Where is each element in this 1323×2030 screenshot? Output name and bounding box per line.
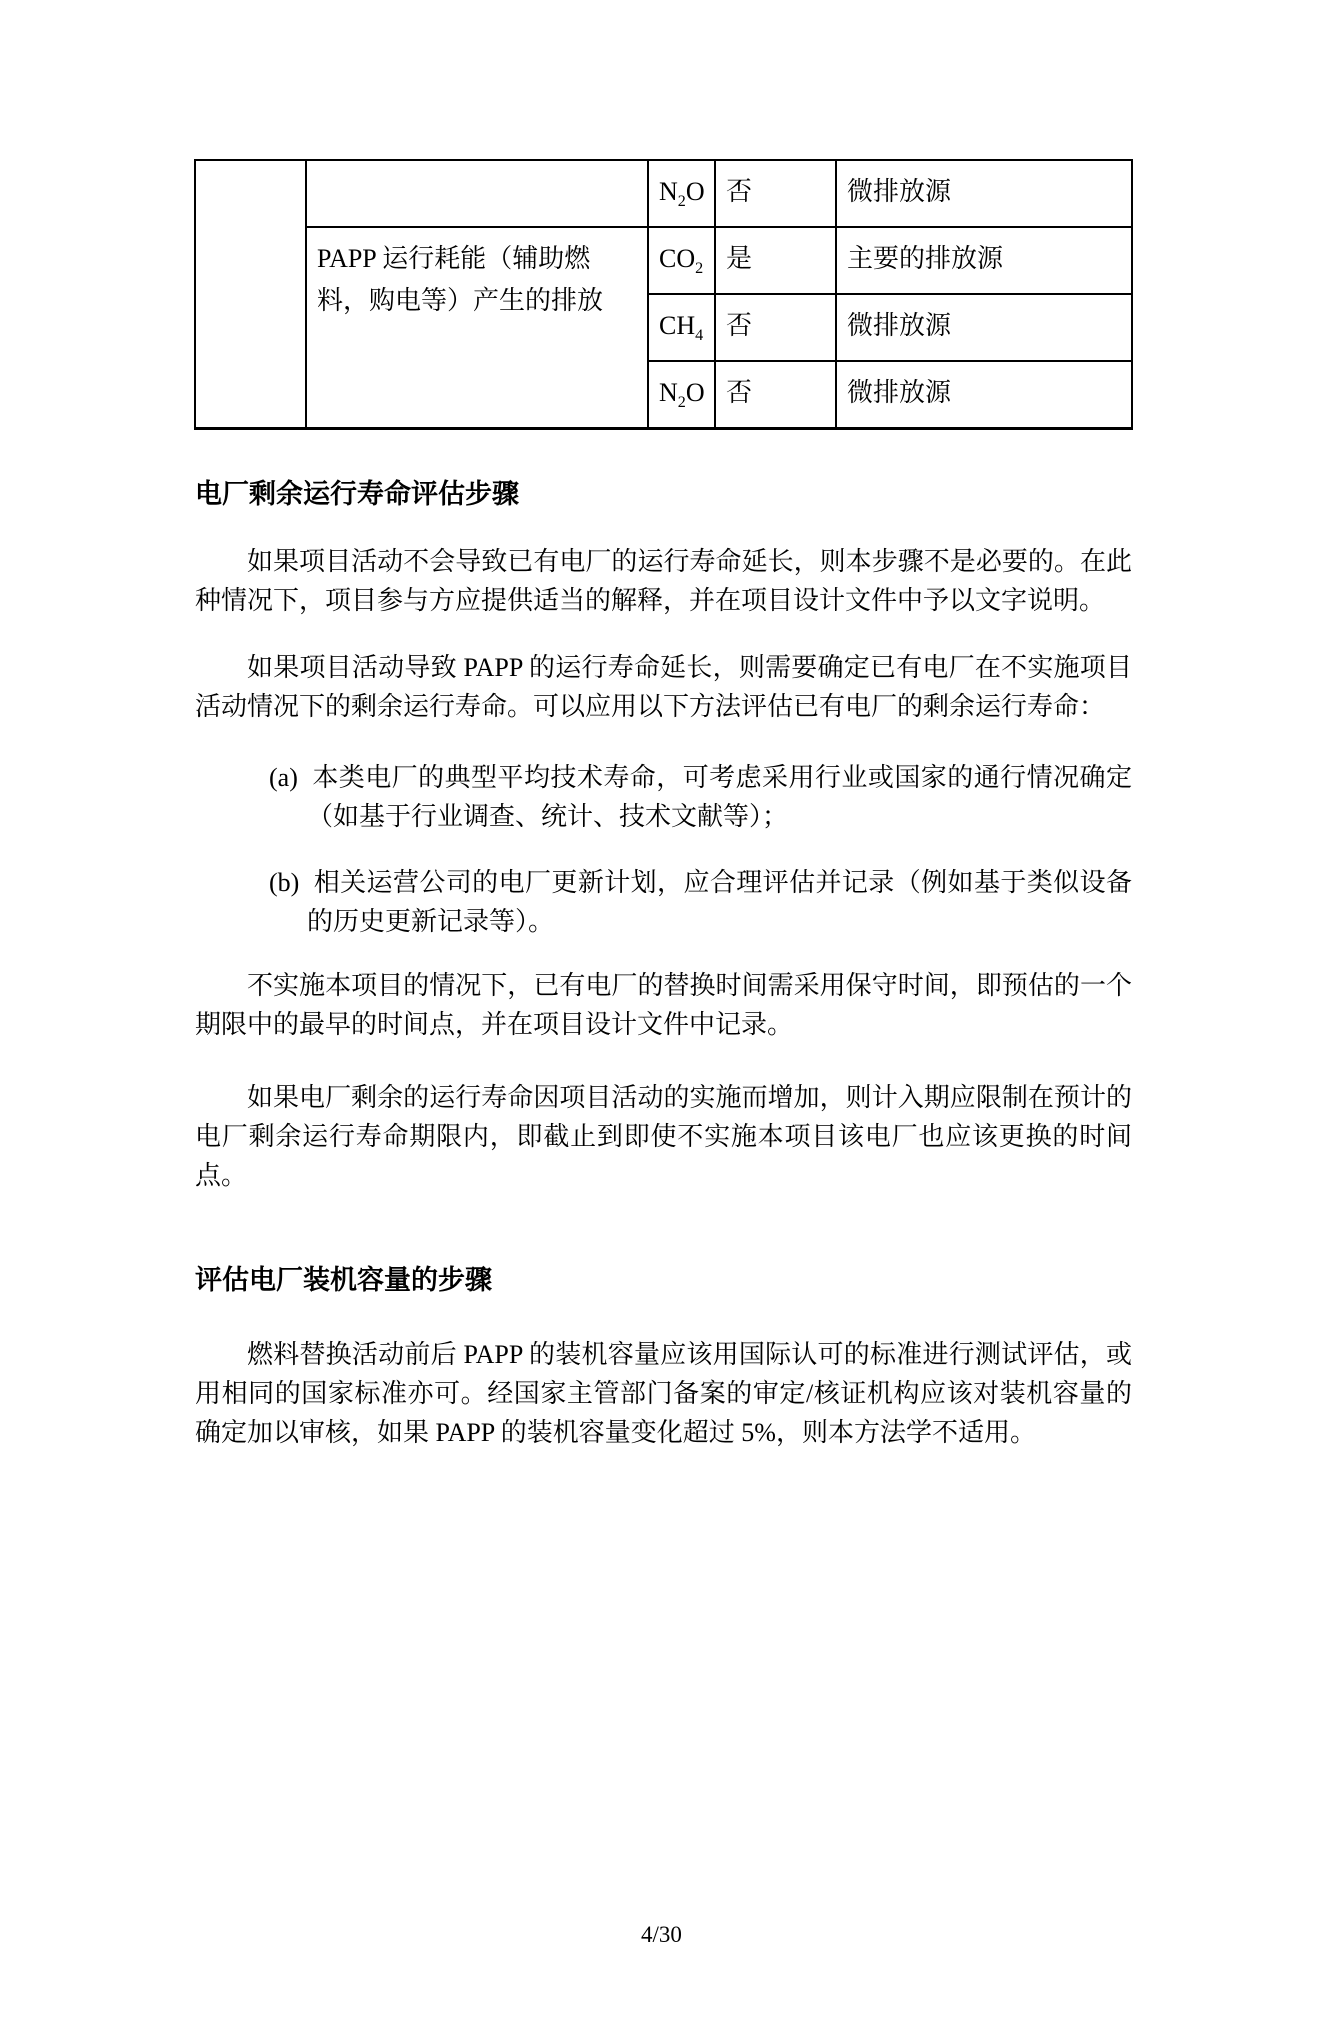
- cell-source-type: 微排放源: [836, 361, 1132, 428]
- cell-category-empty: [195, 160, 306, 428]
- list-text: 本类电厂的典型平均技术寿命，可考虑采用行业或国家的通行情况确定（如基于行业调查、统计、技术文献等）；: [307, 762, 1132, 831]
- document-page: [0, 159, 1323, 2030]
- gas-formula: $CH_4$: [659, 311, 704, 345]
- list-item-a: [195, 758, 1132, 836]
- body-paragraph: 不实施本项目的情况下，已有电厂的替换时间需采用保守时间，即预估的一个期限中的最早的时间点，并在项目设计文件中记录。: [195, 970, 1132, 1039]
- list-text: 相关运营公司的电厂更新计划，应合理评估并记录（例如基于类似设备的历史更新记录等）。: [307, 867, 1132, 936]
- cell-description-empty: [306, 160, 648, 227]
- gas-formula: $N_2O$: [659, 177, 705, 211]
- cell-gas: [648, 294, 715, 361]
- body-paragraph: 如果项目活动不会导致已有电厂的运行寿命延长，则本步骤不是必要的。在此种情况下，项目参与方应提供适当的解释，并在项目设计文件中予以文字说明。: [195, 546, 1132, 615]
- body-paragraph: 如果项目活动导致 PAPP 的运行寿命延长，则需要确定已有电厂在不实施项目活动情况下的剩余运行寿命。可以应用以下方法评估已有电厂的剩余运行寿命：: [195, 652, 1132, 721]
- cell-included: 否: [715, 160, 836, 227]
- gas-formula: $N_2O$: [659, 378, 705, 412]
- cell-gas: [648, 160, 715, 227]
- document-body: [195, 474, 1132, 1452]
- cell-source-type: 微排放源: [836, 160, 1132, 227]
- list-item-b: [195, 863, 1132, 941]
- body-paragraph: 燃料替换活动前后 PAPP 的装机容量应该用国际认可的标准进行测试评估，或用相同的国家标准亦可。经国家主管部门备案的审定/核证机构应该对装机容量的确定加以审核，如果 PAPP 的装机容量变化超过 5%，则本方法学不适用。: [195, 1339, 1132, 1447]
- cell-included: 否: [715, 294, 836, 361]
- cell-gas: [648, 361, 715, 428]
- table-row: [195, 227, 1132, 294]
- cell-included: 否: [715, 361, 836, 428]
- table-row: [195, 160, 1132, 227]
- gas-formula: $CO_2$: [659, 244, 704, 278]
- page-footer: [0, 1921, 1323, 1949]
- list-marker: (b): [269, 867, 300, 897]
- cell-source-type: 微排放源: [836, 294, 1132, 361]
- section-heading-remaining-lifetime: 电厂剩余运行寿命评估步骤: [195, 478, 519, 509]
- list-marker: (a): [269, 762, 298, 792]
- page-number: 4/30: [641, 1922, 682, 1947]
- body-paragraph: 如果电厂剩余的运行寿命因项目活动的实施而增加，则计入期应限制在预计的电厂剩余运行寿命期限内，即截止到即使不实施本项目该电厂也应该更换的时间点。: [195, 1082, 1132, 1190]
- emission-sources-table: [194, 159, 1133, 430]
- cell-source-type: 主要的排放源: [836, 227, 1132, 294]
- section-heading-capacity: 评估电厂装机容量的步骤: [195, 1264, 492, 1295]
- cell-description: PAPP 运行耗能（辅助燃料，购电等）产生的排放: [306, 227, 648, 428]
- cell-included: 是: [715, 227, 836, 294]
- cell-gas: [648, 227, 715, 294]
